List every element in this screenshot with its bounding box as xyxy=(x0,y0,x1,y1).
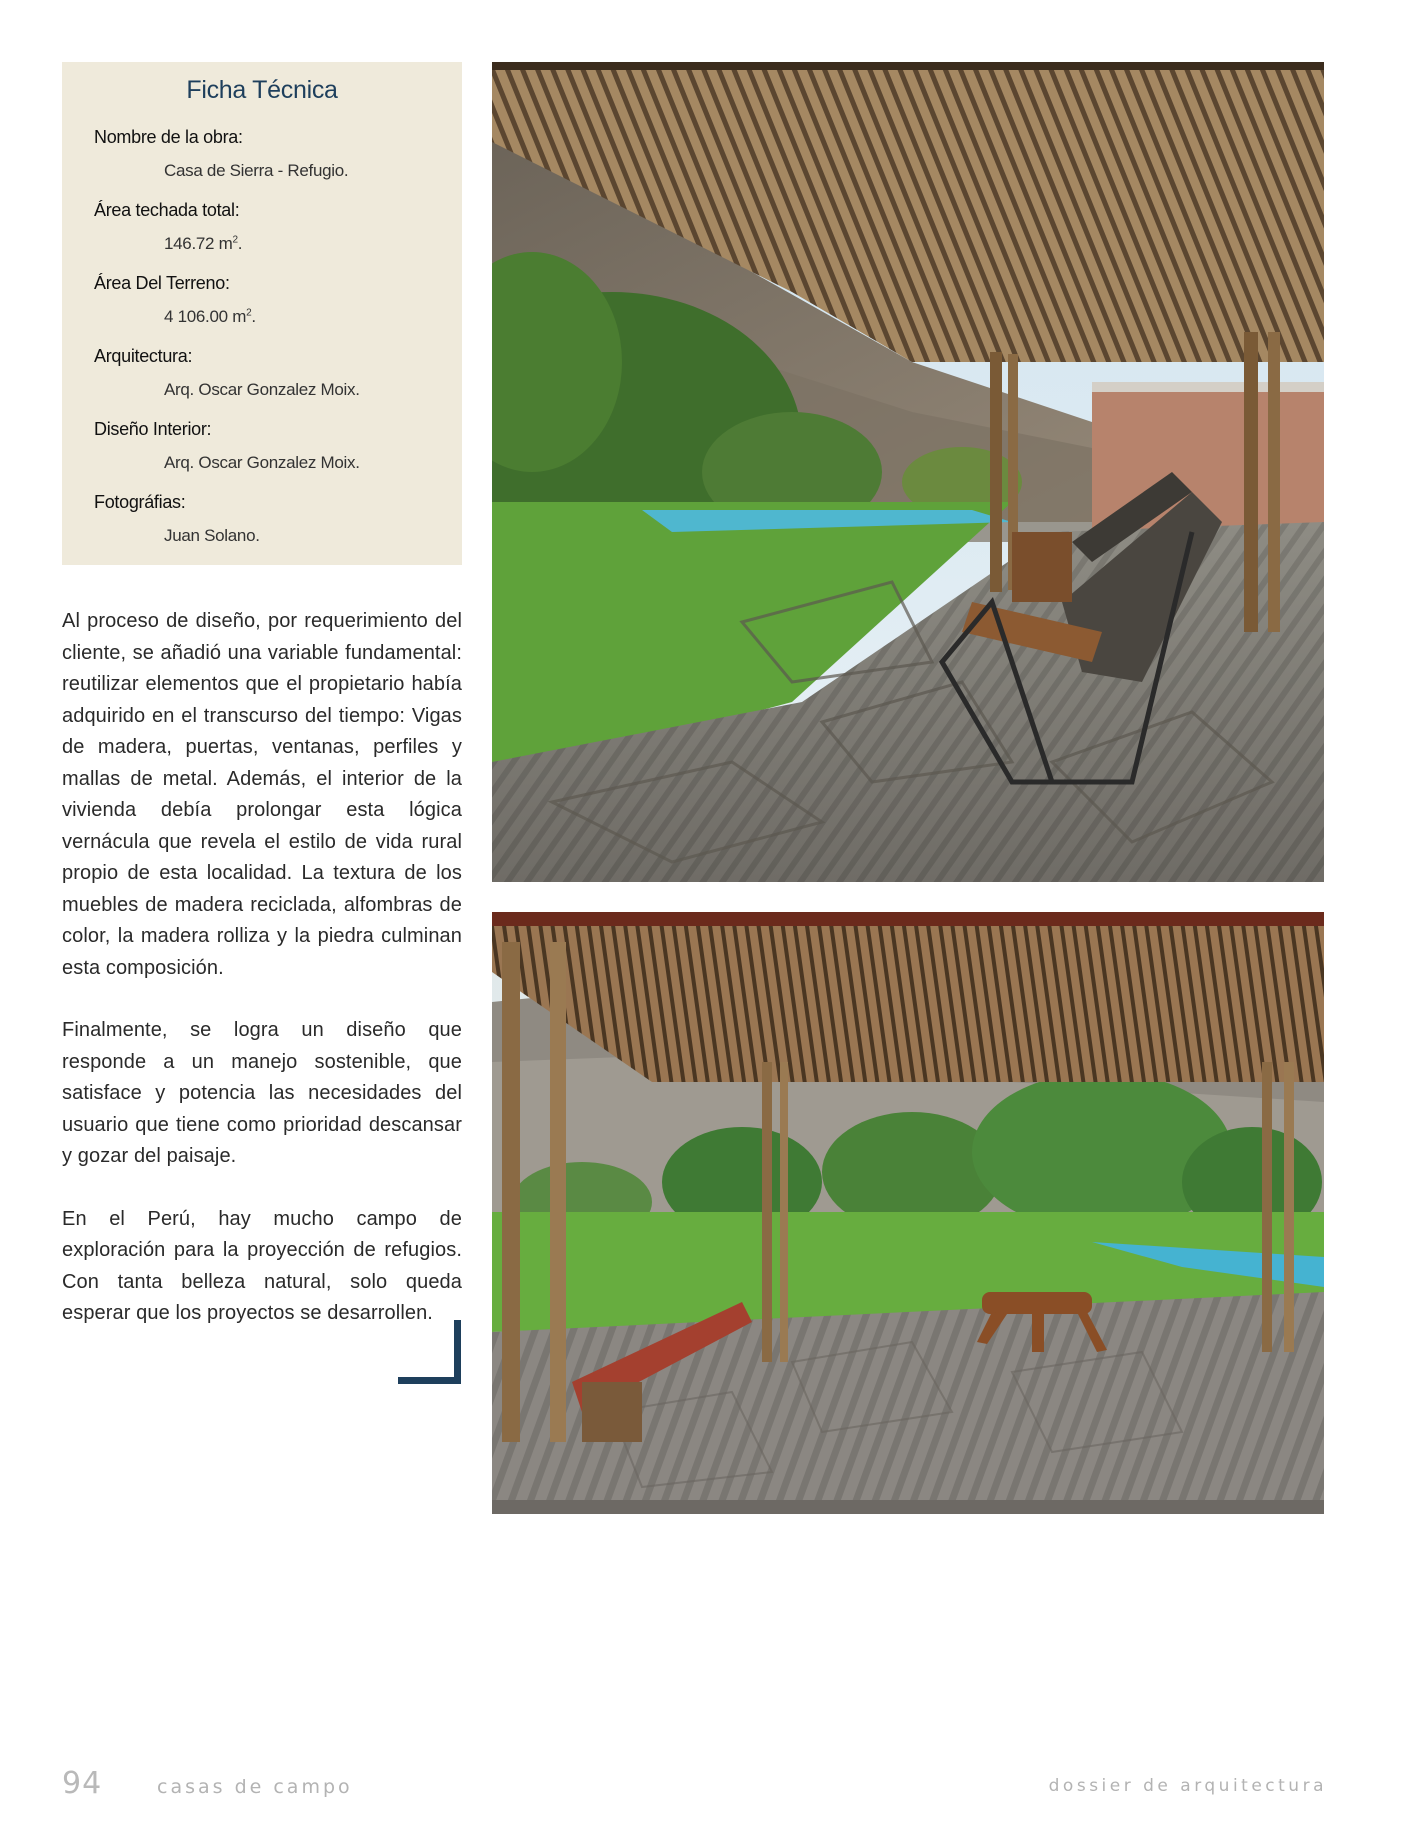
section-name: casas de campo xyxy=(157,1776,353,1798)
paragraph-2: Finalmente, se logra un diseño que responde a un manejo sostenible, que satisface y potencia las necesidades del usuario que tiene como prioridad descansar y gozar del paisaje. xyxy=(62,1019,462,1167)
ficha-label: Fotográfias: xyxy=(94,492,186,512)
superscript: 2 xyxy=(232,234,238,246)
end-of-article-mark xyxy=(398,1320,462,1384)
ficha-value xyxy=(94,526,462,546)
ficha-value xyxy=(94,234,462,254)
ficha-items xyxy=(94,127,462,546)
value-suffix: . xyxy=(237,234,243,253)
ficha-value-text: 4 106.00 m xyxy=(164,307,247,326)
ficha-tecnica-box xyxy=(62,62,462,565)
ficha-value xyxy=(94,380,462,400)
magazine-name: dossier de arquitectura xyxy=(1048,1776,1327,1796)
ficha-label: Diseño Interior: xyxy=(94,419,212,439)
ficha-value-text: Casa de Sierra - Refugio. xyxy=(164,161,349,180)
ficha-label: Arquitectura: xyxy=(94,346,193,366)
ficha-value-text: Arq. Oscar Gonzalez Moix. xyxy=(164,453,360,472)
ficha-value xyxy=(94,161,462,181)
ficha-value xyxy=(94,307,462,327)
paragraph-3: En el Perú, hay mucho campo de exploración para la proyección de refugios. Con tanta belleza natural, solo queda esperar que los proyectos se desarrollen. xyxy=(62,1207,462,1324)
ficha-value-text: 146.72 m xyxy=(164,234,233,253)
superscript: 2 xyxy=(246,307,252,319)
value-suffix: . xyxy=(251,307,256,326)
ficha-label: Área techada total: xyxy=(94,200,240,220)
ficha-title: Ficha Técnica xyxy=(186,76,338,104)
article-body xyxy=(62,606,462,1361)
ficha-value-text: Juan Solano. xyxy=(164,526,260,545)
ficha-value-text: Arq. Oscar Gonzalez Moix. xyxy=(164,380,360,399)
ficha-label: Área Del Terreno: xyxy=(94,273,230,293)
photo-pergola-bench xyxy=(492,912,1324,1514)
photo-terrace-chair xyxy=(492,62,1324,882)
paragraph-1: Al proceso de diseño, por requerimiento del cliente, se añadió una variable fundamental: reutilizar elementos que el propietario había adquirido en el transcurso del tiempo: Vigas de madera, puertas, ventanas, perfiles y mallas de metal. Además, el interior de la vivienda debía prolongar esta lógica vernácula que revela el estilo de vida rural propio de esta localidad. La textura de los muebles de madera reciclada, alfombras de color, la madera rolliza y la piedra culminan esta composición. xyxy=(62,610,462,979)
ficha-value xyxy=(94,453,462,473)
page-number: 94 xyxy=(62,1766,103,1801)
ficha-label: Nombre de la obra: xyxy=(94,127,243,147)
